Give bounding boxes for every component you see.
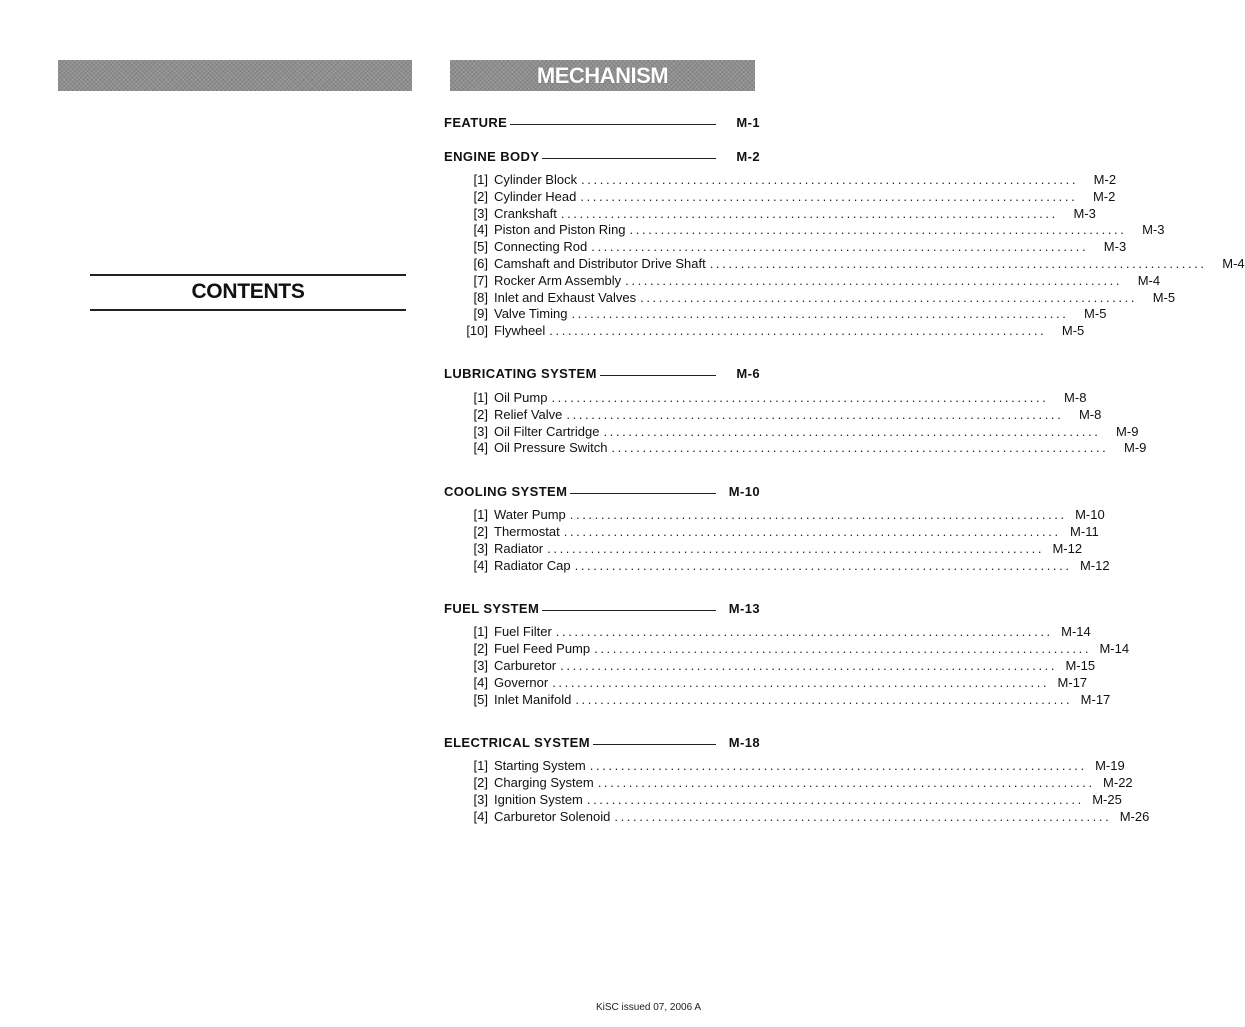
- entry-label: Radiator Cap: [494, 557, 571, 573]
- entry-label: Piston and Piston Ring: [494, 222, 626, 238]
- dot-leader: ................................................................................: [611, 440, 1109, 456]
- toc-entry[interactable]: [444, 188, 1116, 206]
- entry-page-number: M-25: [1092, 791, 1122, 807]
- dot-leader: ................................................................................: [603, 423, 1101, 439]
- entry-label: Ignition System: [494, 791, 583, 807]
- entry-page-number: M-5: [1084, 306, 1107, 322]
- entry-number: [9]: [473, 306, 488, 322]
- toc-entry[interactable]: [444, 540, 1083, 558]
- section-title: FUEL SYSTEM: [444, 600, 540, 616]
- toc-entry[interactable]: [444, 641, 1130, 658]
- toc-entry[interactable]: [444, 657, 1096, 675]
- entry-label: Oil Filter Cartridge: [494, 423, 600, 439]
- entry-page-number: M-9: [1116, 423, 1139, 439]
- dot-leader: ................................................................................: [575, 691, 1073, 707]
- dot-leader: ................................................................................: [560, 205, 1058, 221]
- toc-entry[interactable]: [444, 523, 1099, 541]
- toc-entry[interactable]: [444, 406, 1102, 424]
- entry-page-number: M-17: [1080, 691, 1111, 707]
- toc-section-heading[interactable]: [444, 364, 760, 384]
- entry-page-number: M-15: [1065, 657, 1096, 673]
- entry-page-number: M-11: [1070, 523, 1099, 539]
- toc-section: [444, 112, 760, 132]
- entry-number: [1]: [473, 758, 488, 774]
- entry-label: Charging System: [494, 775, 594, 791]
- entry-label: Governor: [494, 674, 549, 690]
- entry-label: Flywheel: [494, 323, 546, 339]
- toc-entry[interactable]: [444, 172, 1117, 189]
- section-page-number: M-1: [736, 114, 760, 130]
- entry-label: Radiator: [494, 540, 544, 556]
- toc-entry[interactable]: [444, 222, 1165, 239]
- entry-label: Rocker Arm Assembly: [494, 272, 622, 288]
- entry-page-number: M-4: [1137, 272, 1161, 288]
- table-of-contents: [444, 112, 1245, 826]
- entry-label: Water Pump: [494, 507, 566, 523]
- entry-label: Inlet and Exhaust Valves: [494, 289, 637, 305]
- dot-leader: ................................................................................: [560, 657, 1058, 673]
- entry-page-number: M-5: [1061, 323, 1085, 339]
- toc-entry[interactable]: [444, 674, 1088, 692]
- entry-page-number: M-8: [1078, 406, 1102, 422]
- dot-leader: ................................................................................: [589, 758, 1087, 774]
- dot-leader: ................................................................................: [569, 507, 1067, 523]
- entry-label: Fuel Filter: [494, 624, 552, 640]
- toc-entry[interactable]: [444, 557, 1110, 575]
- dot-leader: ................................................................................: [594, 641, 1092, 657]
- entry-number: [4]: [473, 557, 488, 573]
- section-page-number: M-10: [728, 483, 760, 499]
- entry-page-number: M-8: [1064, 389, 1087, 405]
- dot-leader: ................................................................................: [571, 306, 1069, 322]
- entry-page-number: M-9: [1123, 440, 1147, 456]
- toc-entry[interactable]: [444, 758, 1125, 775]
- entry-number: [5]: [473, 691, 488, 707]
- entry-number: [4]: [473, 440, 488, 456]
- entry-page-number: M-3: [1103, 239, 1127, 255]
- dot-leader: ................................................................................: [566, 406, 1064, 422]
- entry-label: Camshaft and Distributor Drive Shaft: [494, 255, 706, 271]
- entry-page-number: M-14: [1061, 624, 1091, 640]
- entry-number: [2]: [473, 523, 488, 539]
- toc-section-heading[interactable]: [444, 732, 760, 752]
- entry-page-number: M-12: [1079, 557, 1110, 573]
- dot-leader: ................................................................................: [555, 624, 1053, 640]
- entry-page-number: M-12: [1052, 540, 1083, 556]
- dot-leader: ................................................................................: [709, 255, 1207, 271]
- toc-section-heading[interactable]: [444, 598, 760, 618]
- entry-number: [1]: [473, 624, 488, 640]
- entry-number: [8]: [473, 289, 488, 305]
- toc-section: [444, 732, 1150, 825]
- toc-entry[interactable]: [444, 389, 1087, 407]
- entry-label: Crankshaft: [494, 205, 557, 221]
- entry-label: Relief Valve: [494, 406, 563, 422]
- toc-section: [444, 364, 1147, 457]
- entry-page-number: M-26: [1119, 808, 1150, 824]
- dot-leader: ................................................................................: [580, 188, 1078, 204]
- entry-label: Cylinder Head: [494, 188, 577, 204]
- contents-title: CONTENTS: [191, 280, 305, 303]
- dot-leader: ................................................................................: [629, 222, 1127, 238]
- entry-number: [5]: [473, 239, 488, 255]
- toc-entry[interactable]: [444, 624, 1091, 641]
- dot-leader: ................................................................................: [625, 272, 1123, 288]
- entry-number: [2]: [473, 775, 488, 791]
- entry-page-number: M-3: [1142, 222, 1165, 238]
- section-title: LUBRICATING SYSTEM: [444, 366, 597, 382]
- section-leader-line: [510, 124, 716, 125]
- contents-bottom-rule: [90, 309, 406, 311]
- toc-section: [444, 481, 1110, 574]
- section-title: COOLING SYSTEM: [444, 483, 568, 499]
- entry-number: [10]: [466, 323, 488, 339]
- entry-number: [4]: [473, 222, 488, 238]
- toc-entry[interactable]: [444, 507, 1105, 524]
- footer-issue-note: KiSC issued 07, 2006 A: [596, 1002, 702, 1013]
- entry-number: [2]: [473, 641, 488, 657]
- entry-page-number: M-17: [1057, 674, 1088, 690]
- toc-entry[interactable]: [444, 272, 1161, 290]
- dot-leader: ................................................................................: [591, 239, 1089, 255]
- toc-entry[interactable]: [444, 423, 1139, 441]
- entry-label: Carburetor: [494, 657, 557, 673]
- entry-page-number: M-22: [1103, 775, 1133, 791]
- entry-label: Inlet Manifold: [494, 691, 572, 707]
- toc-entry[interactable]: [444, 791, 1122, 809]
- entry-page-number: M-14: [1099, 641, 1130, 657]
- toc-entry[interactable]: [444, 808, 1150, 826]
- toc-entry[interactable]: [444, 255, 1245, 273]
- section-leader-line: [600, 375, 716, 376]
- entry-number: [3]: [473, 423, 488, 439]
- entry-page-number: M-4: [1222, 255, 1245, 271]
- entry-label: Starting System: [494, 758, 586, 774]
- dot-leader: ................................................................................: [551, 389, 1049, 405]
- entry-page-number: M-2: [1093, 172, 1117, 187]
- dot-leader: ................................................................................: [640, 289, 1138, 305]
- section-page-number: M-2: [736, 148, 760, 164]
- section-page-number: M-13: [728, 600, 760, 616]
- dot-leader: ................................................................................: [581, 172, 1079, 187]
- section-title: ENGINE BODY: [444, 148, 540, 164]
- entry-number: [3]: [473, 657, 488, 673]
- toc-entry[interactable]: [444, 205, 1096, 223]
- toc-section: [444, 146, 1245, 340]
- toc-section-heading[interactable]: [444, 481, 760, 501]
- section-title: FEATURE: [444, 114, 508, 130]
- entry-number: [2]: [473, 188, 488, 204]
- entry-label: Thermostat: [494, 523, 560, 539]
- dot-leader: ................................................................................: [552, 674, 1050, 690]
- entry-number: [4]: [473, 808, 488, 824]
- entry-label: Oil Pressure Switch: [494, 440, 608, 456]
- toc-section: [444, 598, 1130, 708]
- entry-label: Fuel Feed Pump: [494, 641, 591, 657]
- entry-number: [1]: [473, 507, 488, 523]
- mechanism-title: MECHANISM: [536, 62, 669, 88]
- entry-number: [3]: [473, 540, 488, 556]
- toc-entry[interactable]: [444, 289, 1176, 307]
- toc-entry[interactable]: [444, 323, 1085, 340]
- dot-leader: ................................................................................: [574, 557, 1072, 573]
- section-leader-line: [542, 610, 716, 611]
- entry-label: Valve Timing: [494, 306, 568, 322]
- entry-number: [7]: [473, 272, 488, 288]
- dot-leader: ................................................................................: [563, 523, 1061, 539]
- entry-number: [6]: [473, 255, 488, 271]
- entry-number: [3]: [473, 205, 488, 221]
- entry-page-number: M-19: [1095, 758, 1125, 774]
- toc-section-heading[interactable]: [444, 146, 760, 166]
- entry-number: [1]: [473, 389, 488, 405]
- entry-number: [1]: [473, 172, 488, 187]
- entry-label: Connecting Rod: [494, 239, 588, 255]
- section-page-number: M-18: [728, 734, 760, 750]
- toc-entry[interactable]: [444, 775, 1133, 792]
- mechanism-banner: [450, 60, 755, 91]
- dot-leader: ................................................................................: [586, 791, 1084, 807]
- entry-label: Carburetor Solenoid: [494, 808, 611, 824]
- entry-page-number: M-10: [1075, 507, 1105, 523]
- entry-page-number: M-3: [1073, 205, 1096, 221]
- toc-entry[interactable]: [444, 239, 1127, 256]
- toc-entry[interactable]: [444, 440, 1147, 457]
- section-page-number: M-6: [736, 366, 760, 382]
- toc-section-heading[interactable]: [444, 112, 760, 132]
- toc-entry[interactable]: [444, 691, 1111, 709]
- section-leader-line: [542, 158, 716, 159]
- contents-top-rule: [90, 274, 406, 276]
- entry-label: Oil Pump: [494, 389, 548, 405]
- section-title: ELECTRICAL SYSTEM: [444, 734, 590, 750]
- dot-leader: ................................................................................: [614, 808, 1112, 824]
- entry-page-number: M-5: [1152, 289, 1176, 305]
- dot-leader: ................................................................................: [549, 323, 1047, 339]
- left-header-banner: [58, 60, 412, 91]
- entry-number: [4]: [473, 674, 488, 690]
- section-leader-line: [570, 493, 716, 494]
- section-leader-line: [593, 744, 716, 745]
- entry-page-number: M-2: [1092, 188, 1116, 204]
- entry-label: Cylinder Block: [494, 172, 578, 187]
- dot-leader: ................................................................................: [547, 540, 1045, 556]
- entry-number: [3]: [473, 791, 488, 807]
- dot-leader: ................................................................................: [597, 775, 1095, 791]
- toc-entry[interactable]: [444, 306, 1107, 323]
- entry-number: [2]: [473, 406, 488, 422]
